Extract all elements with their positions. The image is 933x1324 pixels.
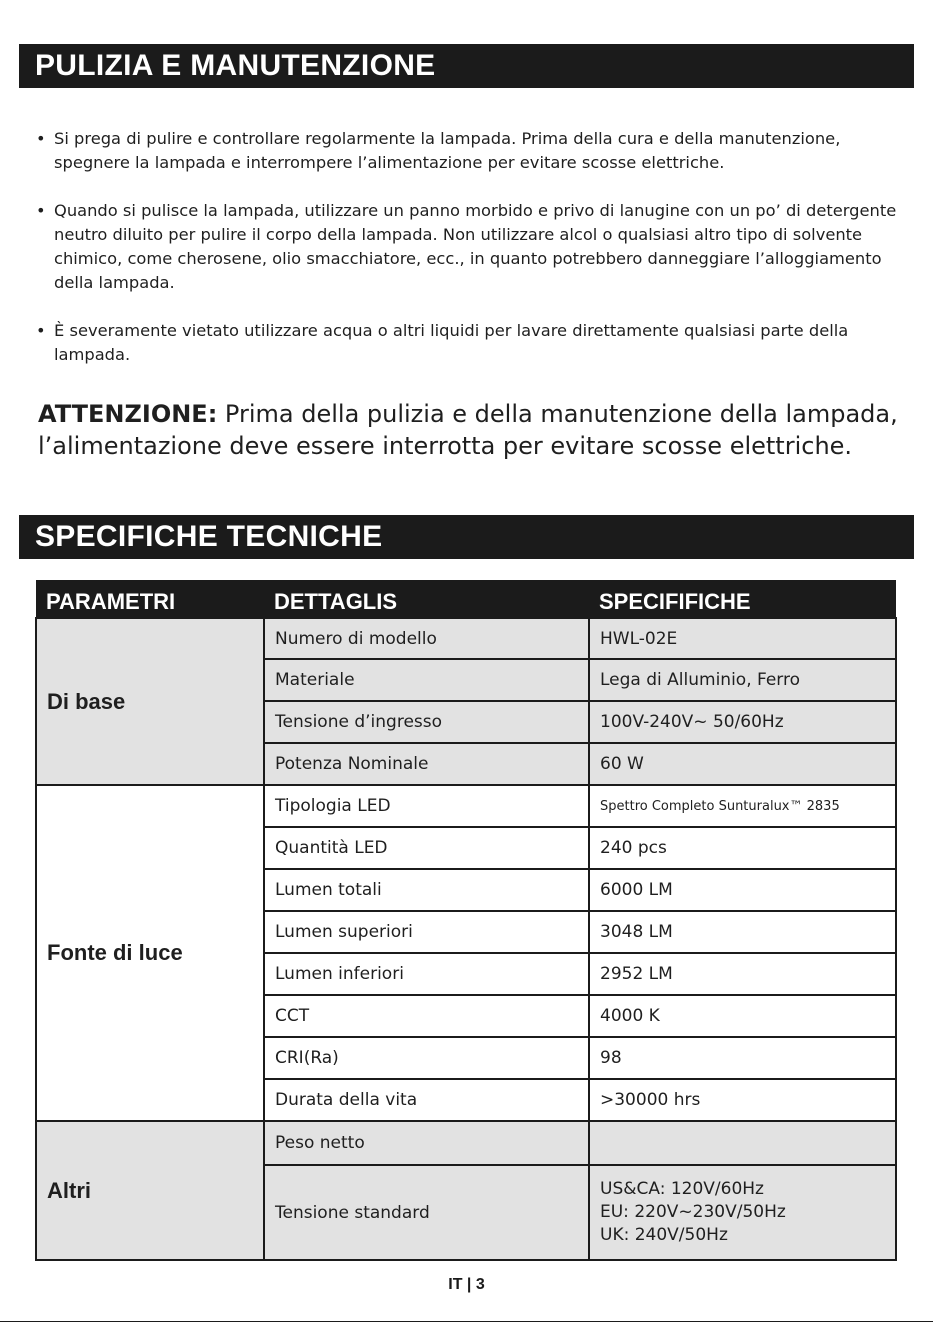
- bullet-text: È severamente vietato utilizzare acqua o altri liquidi per lavare direttamente qualsiasi parte della lampada.: [54, 321, 849, 364]
- row-label: Lumen totali: [264, 869, 589, 911]
- row-label: Potenza Nominale: [264, 743, 589, 785]
- bullet-item: [34, 127, 904, 175]
- row-value: 3048 LM: [589, 911, 896, 953]
- bottom-rule: [0, 1321, 933, 1322]
- warning-lead: ATTENZIONE:: [38, 400, 218, 428]
- row-label: Tensione d’ingresso: [264, 701, 589, 743]
- row-value: HWL-02E: [589, 618, 896, 659]
- table-row: [36, 618, 896, 659]
- row-value: Lega di Alluminio, Ferro: [589, 659, 896, 701]
- row-value: 6000 LM: [589, 869, 896, 911]
- bullet-dot-icon: •: [36, 321, 46, 340]
- row-value: 240 pcs: [589, 827, 896, 869]
- cleaning-bullet-list: [34, 127, 904, 367]
- table-row: [36, 785, 896, 827]
- table-row: [36, 1121, 896, 1165]
- section-title-specs: SPECIFICHE TECNICHE: [19, 515, 914, 559]
- row-value: [589, 1121, 896, 1165]
- bullet-dot-icon: •: [36, 201, 46, 220]
- header-parametri: PARAMETRI: [36, 580, 264, 618]
- group-altri: Altri: [36, 1121, 264, 1260]
- group-di-base: Di base: [36, 618, 264, 785]
- bullet-text: Quando si pulisce la lampada, utilizzare un panno morbido e privo di lanugine con un po’ di detergente neutro diluito per pulire il corpo della lampada. Non utilizzare alcol o qualsiasi altro tipo di solvente chimico, come cherosene, olio smacchiatore, ecc., in quanto potrebbero danneggiare l’alloggiamento della lampada.: [54, 201, 897, 292]
- warning-note: [38, 398, 898, 462]
- row-label: CCT: [264, 995, 589, 1037]
- warning-text: Prima della pulizia e della manutenzione della lampada, l’alimentazione deve essere interrotta per evitare scosse elettriche.: [38, 400, 898, 460]
- row-value: 2952 LM: [589, 953, 896, 995]
- row-value: 100V-240V~ 50/60Hz: [589, 701, 896, 743]
- table-header-row: [36, 580, 896, 618]
- row-value: 60 W: [589, 743, 896, 785]
- bullet-dot-icon: •: [36, 129, 46, 148]
- row-value: 98: [589, 1037, 896, 1079]
- row-value-multiline: [589, 1165, 896, 1260]
- bullet-text: Si prega di pulire e controllare regolarmente la lampada. Prima della cura e della manutenzione, spegnere la lampada e interrompere l’alimentazione per evitare scosse elettriche.: [54, 129, 841, 172]
- row-value: Spettro Completo Sunturalux™ 2835: [589, 785, 896, 827]
- row-label: Durata della vita: [264, 1079, 589, 1121]
- row-label: Peso netto: [264, 1121, 589, 1165]
- row-value: 4000 K: [589, 995, 896, 1037]
- row-label: Quantità LED: [264, 827, 589, 869]
- header-specifiche: SPECIFIFICHE: [589, 580, 896, 618]
- section-title-cleaning: PULIZIA E MANUTENZIONE: [19, 44, 914, 88]
- row-label: Lumen inferiori: [264, 953, 589, 995]
- row-label: Tensione standard: [264, 1165, 589, 1260]
- voltage-line: EU: 220V~230V/50Hz: [600, 1202, 786, 1222]
- row-value: >30000 hrs: [589, 1079, 896, 1121]
- bullet-item: [34, 319, 904, 367]
- bullet-item: [34, 199, 904, 295]
- voltage-line: US&CA: 120V/60Hz: [600, 1179, 764, 1199]
- page-number: IT | 3: [448, 1276, 485, 1293]
- row-label: Tipologia LED: [264, 785, 589, 827]
- row-label: Numero di modello: [264, 618, 589, 659]
- group-fonte-di-luce: Fonte di luce: [36, 785, 264, 1121]
- voltage-line: UK: 240V/50Hz: [600, 1225, 728, 1245]
- row-label: Lumen superiori: [264, 911, 589, 953]
- header-dettaglis: DETTAGLIS: [264, 580, 589, 618]
- row-label: CRI(Ra): [264, 1037, 589, 1079]
- specs-table: [35, 580, 897, 1261]
- row-label: Materiale: [264, 659, 589, 701]
